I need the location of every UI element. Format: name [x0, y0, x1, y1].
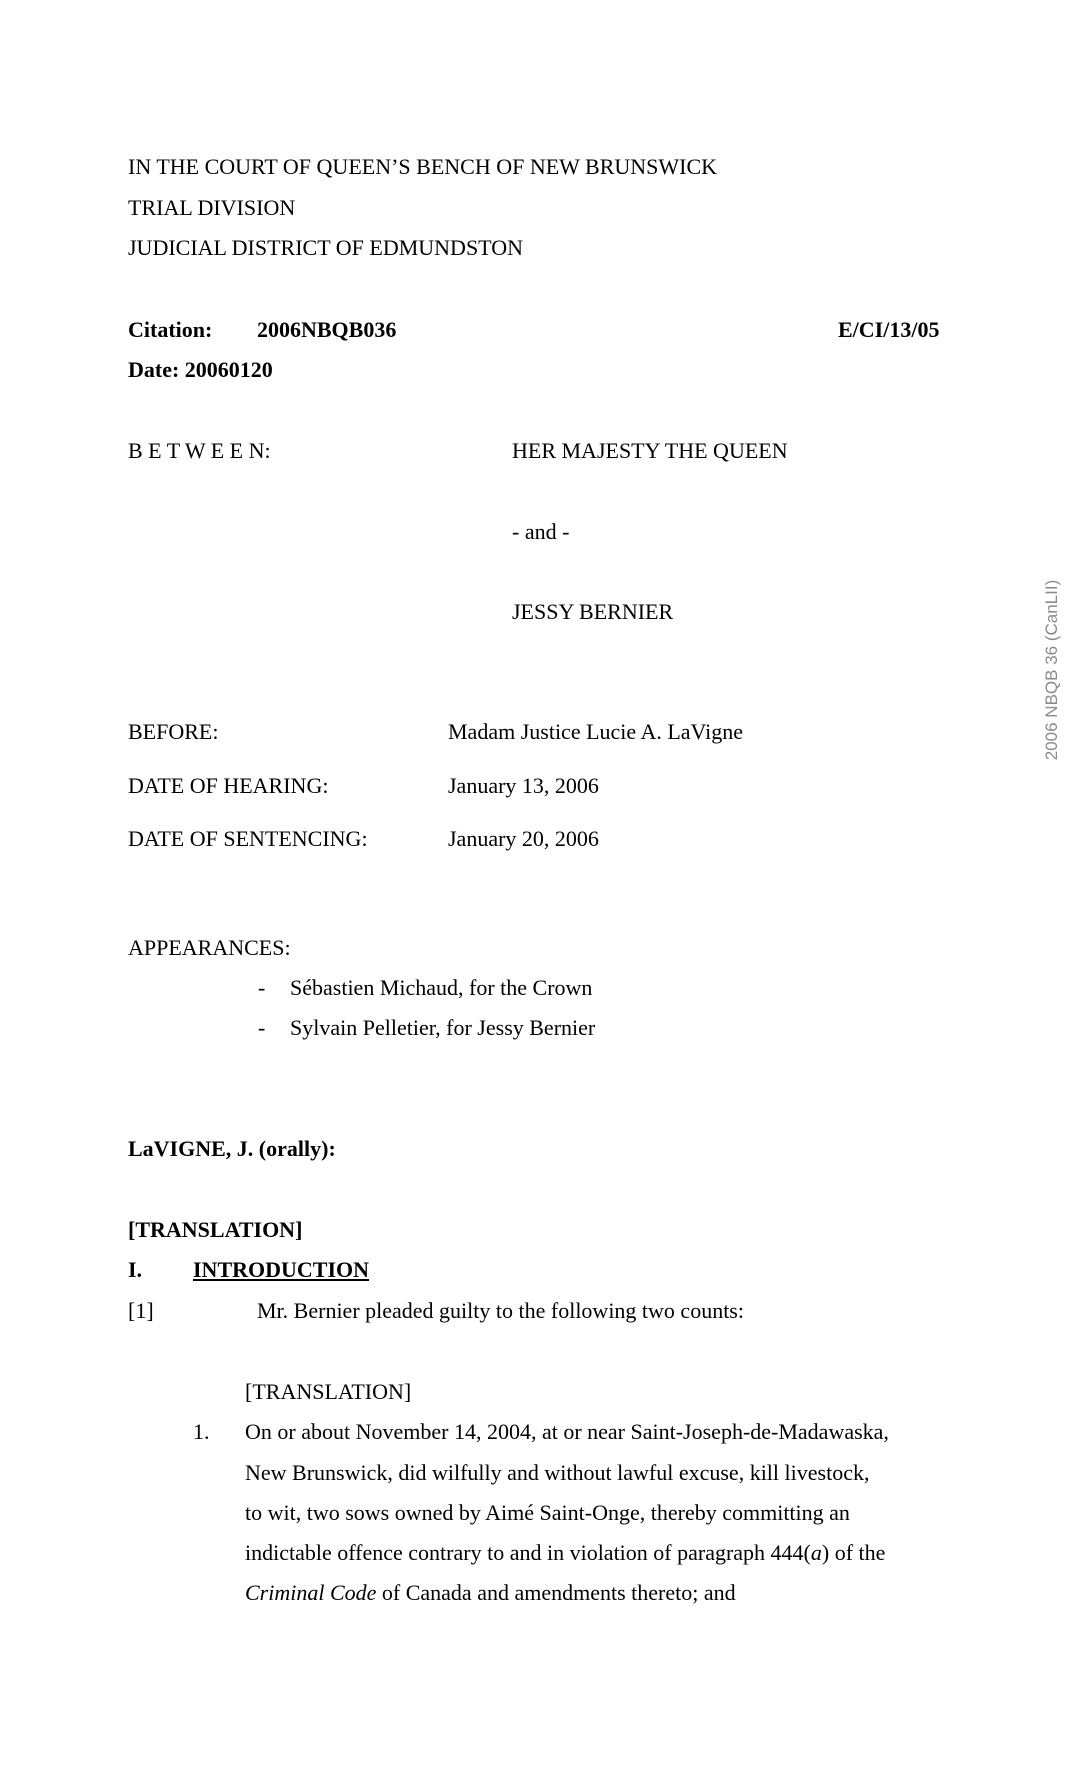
- statute-name: Criminal Code: [245, 1580, 377, 1605]
- appearances-label: APPEARANCES:: [128, 935, 291, 960]
- district-name: JUDICIAL DISTRICT OF EDMUNDSTON: [128, 235, 524, 260]
- count-line: [245, 1540, 885, 1566]
- count-number: 1.: [193, 1419, 210, 1444]
- division-name: TRIAL DIVISION: [128, 195, 296, 220]
- count-translation-label: [TRANSLATION]: [245, 1379, 412, 1404]
- defendant-name: JESSY BERNIER: [512, 599, 674, 624]
- hearing-date-label: DATE OF HEARING:: [128, 773, 329, 798]
- section-title: INTRODUCTION: [193, 1257, 370, 1282]
- canlii-watermark: 2006 NBQB 36 (CanLII): [1041, 579, 1061, 761]
- between-label: B E T W E E N:: [128, 438, 271, 463]
- decision-date: Date: 20060120: [128, 357, 273, 382]
- paragraph-text: Mr. Bernier pleaded guilty to the following two counts:: [257, 1298, 744, 1323]
- hearing-date-value: January 13, 2006: [448, 773, 599, 798]
- count-line: New Brunswick, did wilfully and without lawful excuse, kill livestock,: [245, 1460, 870, 1485]
- count-line: On or about November 14, 2004, at or near Saint-Joseph-de-Madawaska,: [245, 1419, 889, 1444]
- appearance-dash: -: [258, 975, 266, 1000]
- count-line-text: of Canada and amendments thereto; and: [376, 1580, 736, 1605]
- before-label: BEFORE:: [128, 719, 219, 744]
- appearance-dash: -: [258, 1015, 266, 1040]
- paragraph-number: [1]: [128, 1298, 154, 1323]
- count-line-text: indictable offence contrary to and in violation of paragraph 444(: [245, 1540, 811, 1565]
- and-separator: - and -: [512, 519, 570, 544]
- translation-heading: [TRANSLATION]: [128, 1217, 303, 1242]
- plaintiff-name: HER MAJESTY THE QUEEN: [512, 438, 788, 463]
- before-value: Madam Justice Lucie A. LaVigne: [448, 719, 743, 744]
- appearance-defence: Sylvain Pelletier, for Jessy Bernier: [290, 1015, 596, 1040]
- sentencing-date-value: January 20, 2006: [448, 826, 599, 851]
- file-number: E/CI/13/05: [838, 317, 940, 342]
- count-line-text: ) of the: [821, 1540, 886, 1565]
- count-line-italic: a: [810, 1540, 822, 1565]
- citation-value: 2006NBQB036: [257, 317, 397, 342]
- citation-label: Citation:: [128, 317, 213, 342]
- count-line: to wit, two sows owned by Aimé Saint-Onge, thereby committing an: [245, 1500, 850, 1525]
- judge-heading: LaVIGNE, J. (orally):: [128, 1136, 336, 1161]
- section-numeral: I.: [128, 1257, 143, 1282]
- appearance-crown: Sébastien Michaud, for the Crown: [290, 975, 593, 1000]
- court-name: IN THE COURT OF QUEEN’S BENCH OF NEW BRUNSWICK: [128, 154, 718, 179]
- count-line: [245, 1580, 736, 1606]
- sentencing-date-label: DATE OF SENTENCING:: [128, 826, 368, 851]
